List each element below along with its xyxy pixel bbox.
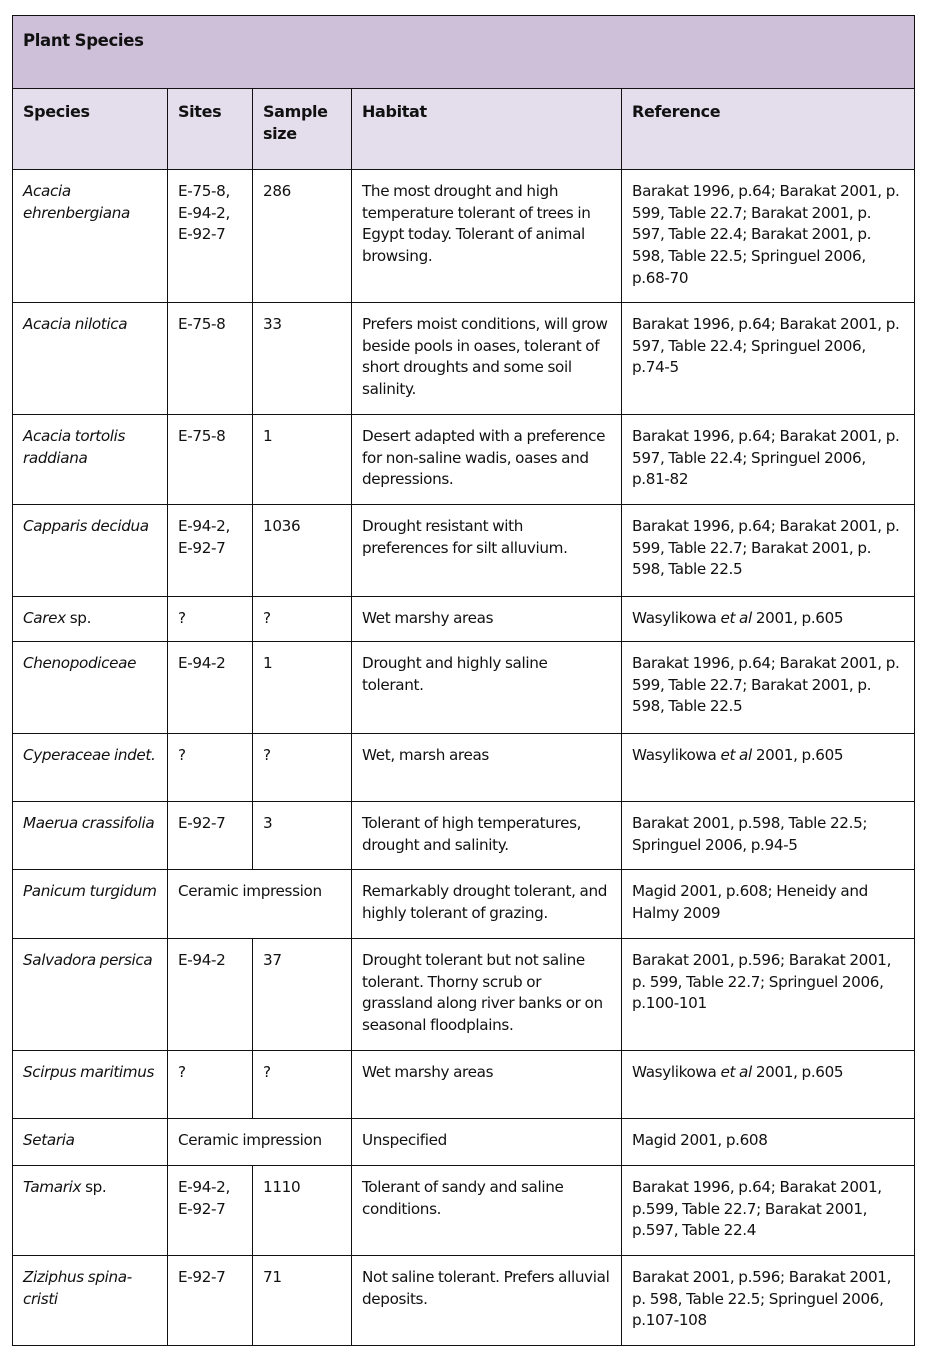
site-code: E-94-2, — [178, 203, 230, 222]
table-row — [13, 1119, 915, 1166]
table-row — [13, 415, 915, 505]
cell-habitat: Wet, marsh areas — [352, 734, 622, 802]
table-body — [13, 170, 915, 1346]
site-code: E-94-2 — [178, 951, 226, 969]
site-code: E-92-7 — [178, 225, 226, 244]
cell-sample-size: ? — [253, 734, 352, 802]
header-species: Species — [13, 89, 168, 170]
cell-reference: Barakat 1996, p.64; Barakat 2001, p. 597, Table 22.4; Springuel 2006, p.74-5 — [622, 303, 915, 415]
cell-sample-size: 33 — [253, 303, 352, 415]
reference-pre: Wasylikowa — [632, 746, 721, 764]
cell-sample-size: 1036 — [253, 505, 352, 597]
cell-sites — [168, 170, 253, 303]
species-name: Maerua crassifolia — [23, 814, 155, 832]
site-code: E-92-7 — [178, 1268, 226, 1286]
site-code: E-75-8, — [178, 182, 230, 200]
table-row — [13, 505, 915, 597]
table-row — [13, 1051, 915, 1119]
cell-sites — [168, 1166, 253, 1256]
cell-sites-merged: Ceramic impression — [168, 1119, 352, 1166]
cell-sites — [168, 303, 253, 415]
cell-sites — [168, 642, 253, 734]
cell-species — [13, 1119, 168, 1166]
cell-habitat: Not saline tolerant. Prefers alluvial deposits. — [352, 1256, 622, 1346]
cell-sites — [168, 1256, 253, 1346]
cell-sample-size: 1 — [253, 642, 352, 734]
cell-sample-size: 1 — [253, 415, 352, 505]
cell-habitat: Tolerant of high temperatures, drought and salinity. — [352, 802, 622, 870]
cell-sample-size: ? — [253, 597, 352, 642]
cell-sample-size: 37 — [253, 939, 352, 1051]
cell-sites-merged: Ceramic impression — [168, 870, 352, 939]
table-row — [13, 1256, 915, 1346]
plant-species-table — [12, 15, 915, 1346]
cell-sample-size: ? — [253, 1051, 352, 1119]
cell-sites — [168, 415, 253, 505]
reference-post: 2001, p.605 — [751, 1063, 844, 1081]
cell-reference: Barakat 2001, p.596; Barakat 2001, p. 599, Table 22.7; Springuel 2006, p.100-101 — [622, 939, 915, 1051]
cell-reference: Barakat 1996, p.64; Barakat 2001, p. 597, Table 22.4; Springuel 2006, p.81-82 — [622, 415, 915, 505]
cell-species — [13, 642, 168, 734]
cell-habitat: Wet marshy areas — [352, 597, 622, 642]
table-title: Plant Species — [13, 16, 915, 89]
cell-habitat: Drought and highly saline tolerant. — [352, 642, 622, 734]
cell-habitat: Drought tolerant but not saline tolerant. Thorny scrub or grassland along river banks or on seasonal floodplains. — [352, 939, 622, 1051]
cell-sample-size: 1110 — [253, 1166, 352, 1256]
cell-reference — [622, 734, 915, 802]
site-code: E-94-2, — [178, 1178, 230, 1196]
cell-species — [13, 1166, 168, 1256]
site-code: ? — [178, 746, 186, 764]
cell-species — [13, 802, 168, 870]
site-code: E-75-8 — [178, 427, 226, 445]
cell-habitat: The most drought and high temperature tolerant of trees in Egypt today. Tolerant of animal browsing. — [352, 170, 622, 303]
site-code: ? — [178, 1063, 186, 1081]
cell-habitat: Remarkably drought tolerant, and highly tolerant of grazing. — [352, 870, 622, 939]
table-row — [13, 170, 915, 303]
table-row — [13, 642, 915, 734]
species-name: Setaria — [23, 1131, 75, 1149]
species-suffix: sp. — [81, 1178, 107, 1196]
species-name: Scirpus maritimus — [23, 1063, 155, 1081]
species-name: Panicum turgidum — [23, 882, 157, 900]
reference-post: 2001, p.605 — [751, 746, 844, 764]
cell-species — [13, 1051, 168, 1119]
cell-habitat: Drought resistant with preferences for silt alluvium. — [352, 505, 622, 597]
cell-species — [13, 939, 168, 1051]
cell-species — [13, 870, 168, 939]
site-code: E-94-2 — [178, 654, 226, 672]
header-habitat: Habitat — [352, 89, 622, 170]
cell-habitat: Tolerant of sandy and saline conditions. — [352, 1166, 622, 1256]
table-row — [13, 1166, 915, 1256]
species-name: Chenopodiceae — [23, 654, 137, 672]
species-name: Acacia nilotica — [23, 315, 128, 333]
table-row — [13, 870, 915, 939]
reference-post: 2001, p.605 — [751, 609, 844, 627]
header-sample-size-line2: size — [263, 124, 297, 143]
cell-species — [13, 1256, 168, 1346]
cell-reference: Barakat 1996, p.64; Barakat 2001, p. 599, Table 22.7; Barakat 2001, p. 598, Table 22.5 — [622, 505, 915, 597]
reference-pre: Wasylikowa — [632, 609, 721, 627]
table-row — [13, 597, 915, 642]
species-name: Salvadora persica — [23, 951, 153, 969]
cell-species — [13, 734, 168, 802]
cell-sites — [168, 505, 253, 597]
cell-species — [13, 597, 168, 642]
cell-habitat: Wet marshy areas — [352, 1051, 622, 1119]
species-name: Cyperaceae indet. — [23, 746, 156, 764]
column-header-row — [13, 89, 915, 170]
site-code: E-94-2, — [178, 517, 230, 535]
cell-reference: Barakat 1996, p.64; Barakat 2001, p. 599, Table 22.7; Barakat 2001, p. 597, Table 22.4; Barakat 2001, p. 598, Table 22.5; Springuel 2006, p.68-70 — [622, 170, 915, 303]
cell-reference: Magid 2001, p.608; Heneidy and Halmy 2009 — [622, 870, 915, 939]
header-reference: Reference — [622, 89, 915, 170]
species-name: Tamarix — [23, 1178, 82, 1196]
header-sites: Sites — [168, 89, 253, 170]
cell-reference: Barakat 1996, p.64; Barakat 2001, p.599, Table 22.7; Barakat 2001, p.597, Table 22.4 — [622, 1166, 915, 1256]
cell-sample-size: 71 — [253, 1256, 352, 1346]
cell-sample-size: 3 — [253, 802, 352, 870]
species-name: Acacia ehrenbergiana — [23, 182, 130, 222]
cell-reference — [622, 1051, 915, 1119]
cell-habitat: Desert adapted with a preference for non-saline wadis, oases and depressions. — [352, 415, 622, 505]
cell-reference — [622, 597, 915, 642]
site-code: E-92-7 — [178, 538, 226, 557]
reference-pre: Wasylikowa — [632, 1063, 721, 1081]
cell-species — [13, 170, 168, 303]
reference-italic: et al — [720, 1063, 752, 1081]
cell-sites — [168, 597, 253, 642]
header-sample-size — [253, 89, 352, 170]
species-name: Carex — [23, 609, 66, 627]
cell-sites — [168, 939, 253, 1051]
site-code: E-92-7 — [178, 814, 226, 832]
site-code: E-75-8 — [178, 315, 226, 333]
cell-sites — [168, 734, 253, 802]
species-name: Capparis decidua — [23, 517, 149, 535]
cell-reference: Barakat 2001, p.596; Barakat 2001, p. 598, Table 22.5; Springuel 2006, p.107-108 — [622, 1256, 915, 1346]
cell-sites — [168, 1051, 253, 1119]
cell-habitat: Unspecified — [352, 1119, 622, 1166]
reference-italic: et al — [720, 609, 752, 627]
species-name: Ziziphus spina-cristi — [23, 1268, 132, 1308]
reference-italic: et al — [720, 746, 752, 764]
table-title-row — [13, 16, 915, 89]
cell-species — [13, 415, 168, 505]
site-code: ? — [178, 609, 186, 627]
header-sample-size-line1: Sample — [263, 102, 328, 121]
species-name: Acacia tortolis raddiana — [23, 427, 126, 467]
species-suffix: sp. — [65, 609, 92, 627]
cell-reference: Magid 2001, p.608 — [622, 1119, 915, 1166]
cell-sites — [168, 802, 253, 870]
table-row — [13, 303, 915, 415]
cell-species — [13, 505, 168, 597]
cell-reference: Barakat 2001, p.598, Table 22.5; Springuel 2006, p.94-5 — [622, 802, 915, 870]
cell-species — [13, 303, 168, 415]
table-row — [13, 939, 915, 1051]
cell-habitat: Prefers moist conditions, will grow beside pools in oases, tolerant of short droughts and some soil salinity. — [352, 303, 622, 415]
table-row — [13, 734, 915, 802]
cell-sample-size: 286 — [253, 170, 352, 303]
cell-reference: Barakat 1996, p.64; Barakat 2001, p. 599, Table 22.7; Barakat 2001, p. 598, Table 22.5 — [622, 642, 915, 734]
site-code: E-92-7 — [178, 1199, 226, 1218]
table-row — [13, 802, 915, 870]
